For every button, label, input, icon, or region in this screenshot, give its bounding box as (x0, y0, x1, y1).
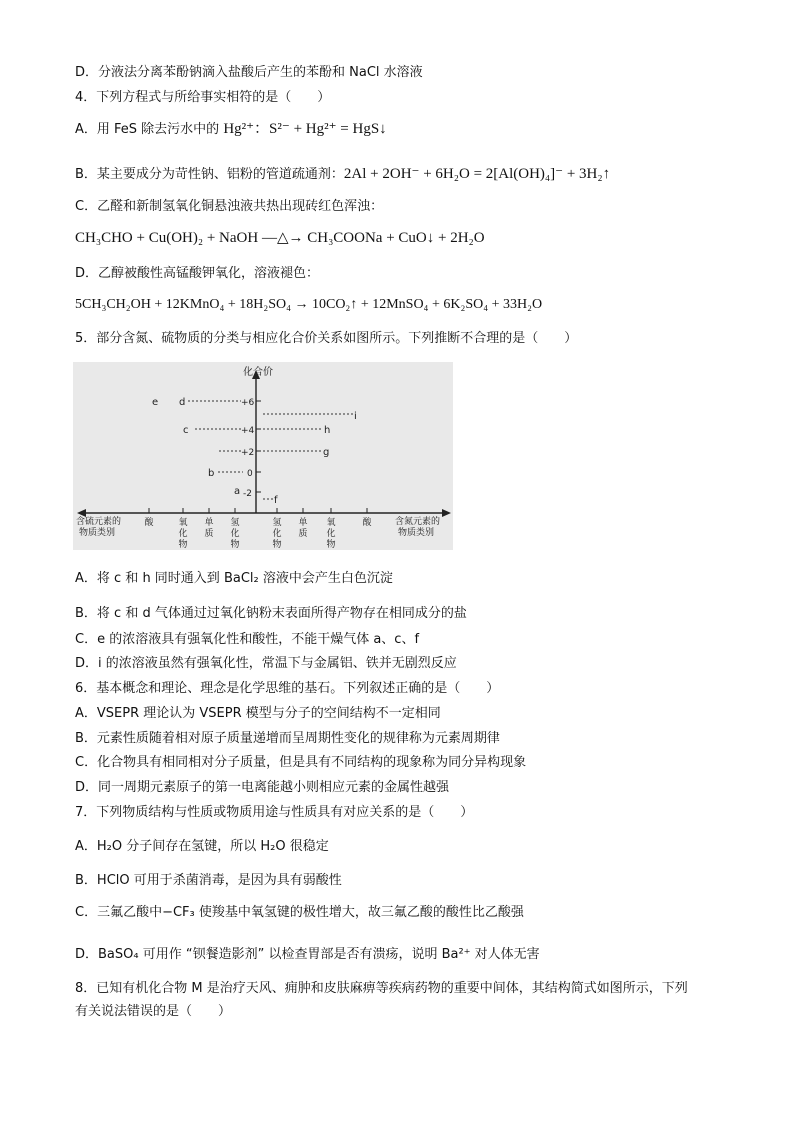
q7-option-c: C．三氟乙酸中−CF₃ 使羧基中氧氢键的极性增大，故三氟乙酸的酸性比乙酸强 (75, 905, 524, 920)
category-n-oxide: 氧化物 (326, 518, 336, 550)
q4c-equation: CH₃CHO + Cu(OH)₂ + NaOH —△→ CH₃COONa + CuO↓ + 2H₂O (75, 230, 485, 246)
q4b-equation: 2Al + 2OH⁻ + 6H₂O = 2[Al(OH)₄]⁻ + 3H₂↑ (343, 166, 611, 182)
point-d: d (179, 397, 186, 408)
q6-option-c: C．化合物具有相同相对分子质量，但是具有不同结构的现象称为同分异构现象 (75, 755, 527, 770)
y-tick-plus6: +6 (241, 398, 255, 408)
y-tick-plus2: +2 (241, 448, 255, 458)
category-s-acid: 酸 (144, 518, 154, 528)
category-n-hydride: 氢化物 (272, 518, 282, 550)
q6-option-b: B．元素性质随着相对原子质量递增而呈周期性变化的规律称为元素周期律 (75, 731, 500, 746)
point-e: e (152, 397, 159, 408)
valence-class-chart (73, 362, 453, 550)
q4-option-d: D．乙醇被酸性高锰酸钾氧化，溶液褪色： (75, 266, 320, 281)
q8-stem-line1: 8．已知有机化合物 M 是治疗天风、痈肿和皮肤麻痹等疾病药物的重要中间体，其结构简式如图所示，下列 (75, 981, 688, 996)
category-n-acid: 酸 (362, 518, 372, 528)
point-a: a (234, 486, 241, 497)
category-s-element: 单质 (204, 518, 214, 539)
q5-option-a: A．将 c 和 h 同时通入到 BaCl₂ 溶液中会产生白色沉淀 (75, 571, 393, 586)
q7-stem: 7．下列物质结构与性质或物质用途与性质具有对应关系的是（ ） (75, 805, 474, 820)
point-f: f (274, 495, 278, 506)
q4-option-b (75, 165, 610, 184)
point-g: g (323, 447, 330, 458)
q4-stem: 4．下列方程式与所给事实相符的是（ ） (75, 90, 331, 105)
q4b-text: B．某主要成分为苛性钠、铝粉的管道疏通剂： (75, 167, 344, 182)
point-c: c (183, 425, 189, 436)
valence-class-figure (73, 362, 453, 550)
y-axis-title: 化合价 (243, 367, 273, 378)
point-i: i (354, 411, 357, 422)
y-tick-plus4: +4 (241, 426, 255, 436)
category-n-element: 单质 (298, 518, 308, 539)
q6-option-d: D．同一周期元素原子的第一电离能越小则相应元素的金属性越强 (75, 780, 450, 795)
x-left-label-1: 含硫元素的 (76, 517, 122, 527)
q4a-text: A．用 FeS 除去污水中的 (75, 122, 224, 137)
q4d-equation: 5CH₃CH₂OH + 12KMnO₄ + 18H₂SO₄ → 10CO₂↑ + 12MnSO₄ + 6K₂SO₄ + 33H₂O (75, 297, 543, 312)
point-b: b (208, 468, 215, 479)
point-h: h (324, 425, 331, 436)
q3-option-d: D．分液法分离苯酚钠滴入盐酸后产生的苯酚和 NaCl 水溶液 (75, 65, 423, 80)
x-left-label-2: 物质类别 (79, 528, 116, 538)
q7-option-b: B．HClO 可用于杀菌消毒，是因为具有弱酸性 (75, 873, 342, 888)
q4-option-c: C．乙醛和新制氢氧化铜悬浊液共热出现砖红色浑浊： (75, 199, 384, 214)
q5-option-b: B．将 c 和 d 气体通过过氧化钠粉末表面所得产物存在相同成分的盐 (75, 606, 467, 621)
x-right-label-1: 含氮元素的 (395, 517, 441, 527)
y-tick-minus2: -2 (243, 489, 252, 499)
y-tick-zero: 0 (247, 469, 253, 479)
q5-option-d: D．i 的浓溶液虽然有强氧化性，常温下与金属铝、铁并无剧烈反应 (75, 656, 457, 671)
x-right-label-2: 物质类别 (398, 528, 435, 538)
q7-option-a: A．H₂O 分子间存在氢键，所以 H₂O 很稳定 (75, 839, 329, 854)
category-s-oxide: 氧化物 (178, 518, 188, 550)
q6-option-a: A．VSEPR 理论认为 VSEPR 模型与分子的空间结构不一定相同 (75, 706, 441, 721)
x-axis-left-arrow (77, 509, 86, 517)
q7-option-d: D．BaSO₄ 可用作 “钡餐造影剂” 以检查胃部是否有溃疡，说明 Ba²⁺ 对人体无害 (75, 947, 540, 962)
q8-stem-line2: 有关说法错误的是（ ） (75, 1004, 232, 1019)
q6-stem: 6．基本概念和理论、理念是化学思维的基石。下列叙述正确的是（ ） (75, 681, 500, 696)
q4-option-a (75, 120, 387, 139)
x-axis-right-arrow (442, 509, 451, 517)
q5-option-c: C．e 的浓溶液具有强氧化性和酸性，不能干燥气体 a、c、f (75, 632, 420, 647)
category-s-hydride: 氢化物 (230, 518, 240, 550)
q5-stem: 5．部分含氮、硫物质的分类与相应化合价关系如图所示。下列推断不合理的是（ ） (75, 331, 578, 346)
q4a-equation: Hg²⁺：S²⁻ + Hg²⁺ = HgS↓ (223, 121, 387, 137)
